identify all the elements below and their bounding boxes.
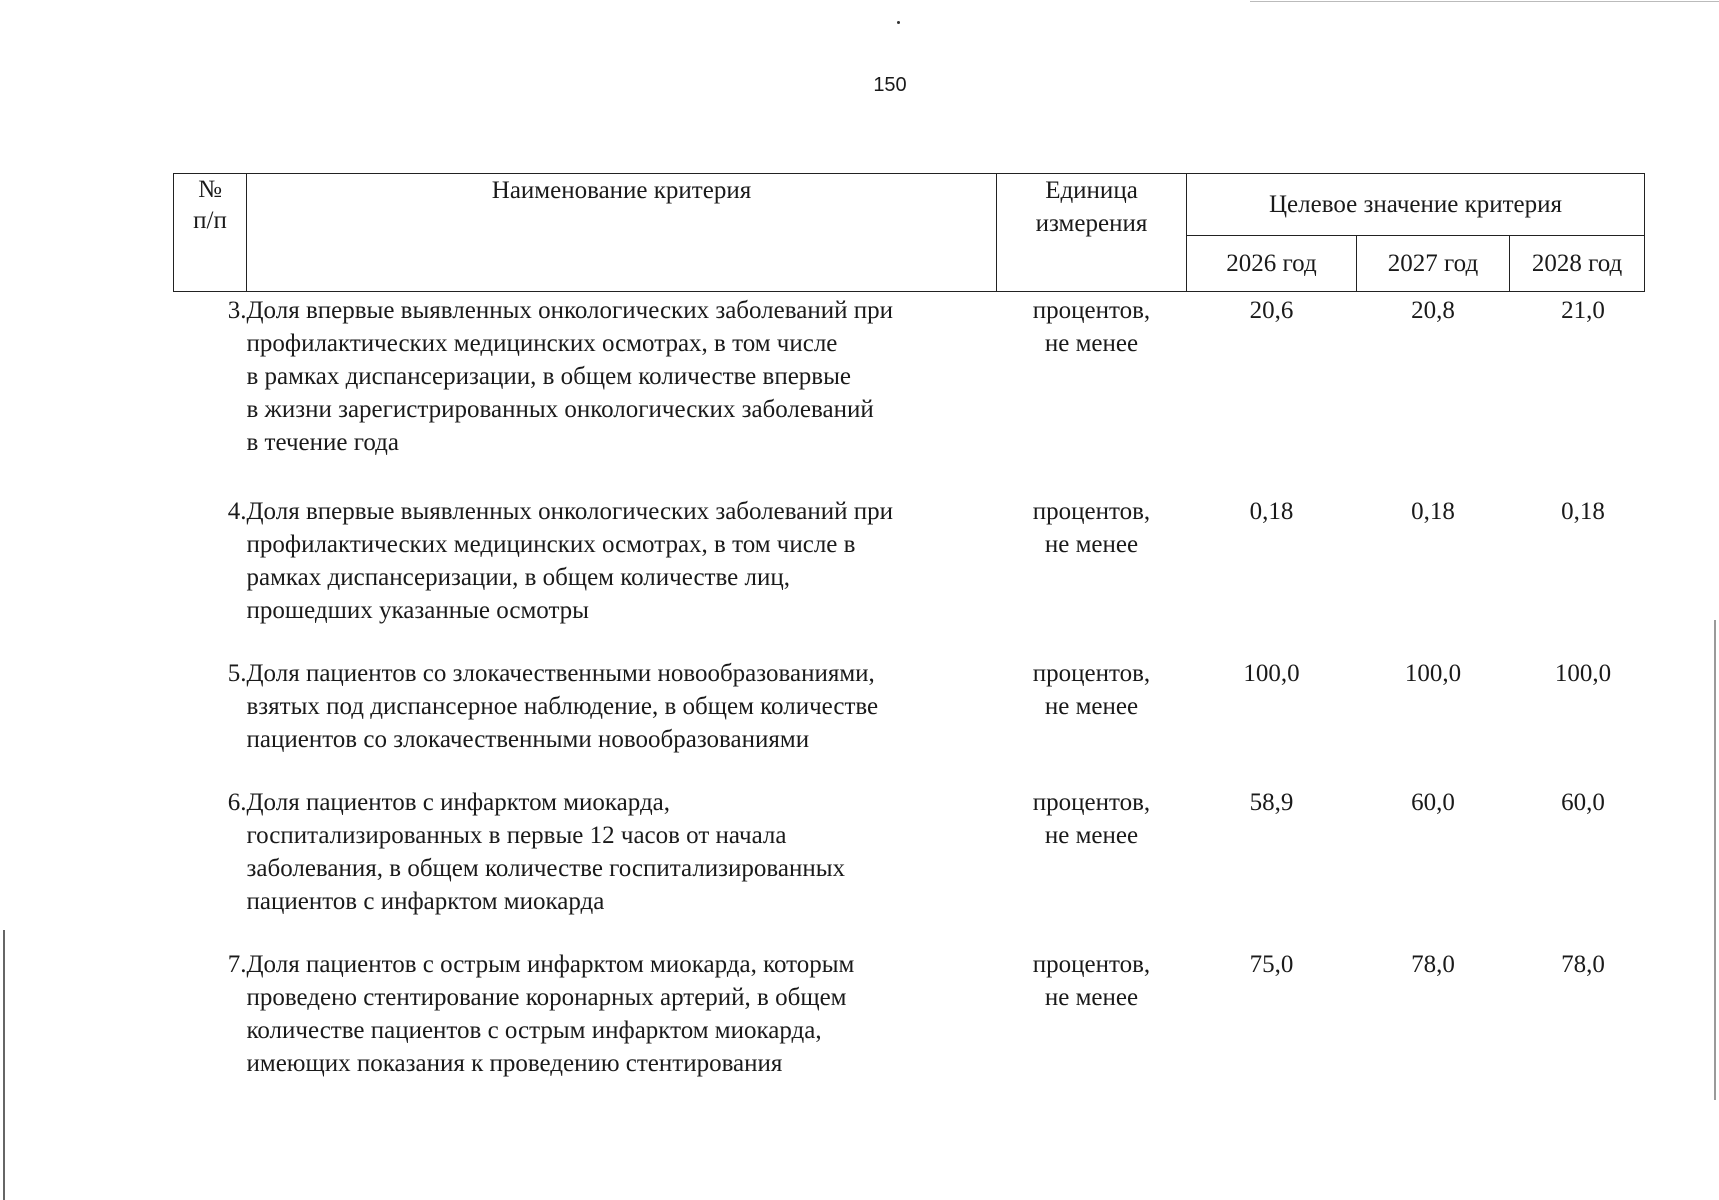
value-2027: 20,8 — [1411, 297, 1455, 324]
criterion-name-line: в жизни зарегистрированных онкологических заболеваний — [246, 396, 874, 423]
table-row — [174, 491, 1645, 653]
unit-cell — [997, 653, 1187, 782]
criterion-name-line: Доля впервые выявленных онкологических заболеваний при — [246, 498, 893, 525]
criterion-name-line: проведено стентирование коронарных артерий, в общем — [246, 984, 847, 1011]
unit-line: процентов, — [1032, 660, 1151, 687]
criterion-name-line: количестве пациентов с острым инфарктом миокарда, — [246, 1017, 822, 1044]
header-number — [174, 174, 247, 292]
criterion-name — [247, 653, 997, 782]
unit-line: процентов, — [1032, 297, 1151, 324]
unit-line: процентов, — [1032, 789, 1151, 816]
header-number-line2: п/п — [193, 207, 227, 234]
unit-line: процентов, — [1032, 498, 1151, 525]
value-2026: 100,0 — [1243, 660, 1300, 687]
value-2027: 78,0 — [1411, 951, 1455, 978]
criteria-table — [173, 173, 1645, 1106]
row-number: 5. — [227, 660, 247, 687]
header-unit — [997, 174, 1187, 292]
header-criterion-name: Наименование критерия — [247, 174, 997, 292]
unit-line: не менее — [1044, 693, 1139, 720]
header-unit-line1: Единица — [1045, 177, 1138, 204]
value-2028: 100,0 — [1554, 660, 1612, 687]
criterion-name-line: в рамках диспансеризации, в общем количестве впервые — [246, 363, 852, 390]
value-2028: 78,0 — [1561, 951, 1605, 978]
criterion-name-line: в течение года — [246, 429, 399, 456]
criterion-name-line: имеющих показания к проведению стентирования — [246, 1050, 783, 1077]
row-number: 6. — [227, 789, 247, 816]
table-row — [174, 944, 1645, 1106]
unit-line: процентов, — [1032, 951, 1151, 978]
header-year-2027: 2027 год — [1357, 236, 1510, 292]
value-2028: 0,18 — [1561, 498, 1605, 525]
table-header — [174, 174, 1645, 292]
criterion-name-line: профилактических медицинских осмотрах, в том числе — [246, 330, 838, 357]
criterion-name — [247, 944, 997, 1106]
table-row — [174, 782, 1645, 944]
scan-artifact-edge-left — [3, 930, 5, 1200]
value-2027: 100,0 — [1404, 660, 1462, 687]
criterion-name-line: Доля пациентов со злокачественными новообразованиями, — [246, 660, 875, 687]
value-2026: 20,6 — [1249, 297, 1294, 324]
row-number: 4. — [227, 498, 247, 525]
criterion-name — [247, 491, 997, 653]
value-2028: 21,0 — [1561, 297, 1605, 324]
criterion-name-line: госпитализированных в первые 12 часов от начала — [246, 822, 787, 849]
header-target-value: Целевое значение критерия — [1187, 174, 1645, 236]
header-year-2026: 2026 год — [1187, 236, 1357, 292]
value-2026: 75,0 — [1249, 951, 1294, 978]
table-body — [174, 292, 1645, 1107]
criterion-name-line: прошедших указанные осмотры — [246, 597, 589, 624]
unit-line: не менее — [1044, 330, 1139, 357]
unit-cell — [997, 491, 1187, 653]
scan-artifact-edge-top — [1250, 1, 1719, 2]
value-2028: 60,0 — [1561, 789, 1605, 816]
value-2026: 58,9 — [1249, 789, 1294, 816]
scan-artifact-dot — [897, 21, 900, 24]
criterion-name-line: Доля впервые выявленных онкологических заболеваний при — [246, 297, 893, 324]
criterion-name — [247, 292, 997, 492]
criterion-name-line: рамках диспансеризации, в общем количестве лиц, — [246, 564, 790, 591]
row-number: 7. — [227, 951, 247, 978]
header-unit-line2: измерения — [1035, 210, 1148, 237]
header-year-2028: 2028 год — [1510, 236, 1645, 292]
criterion-name — [247, 782, 997, 944]
criterion-name-line: Доля пациентов с острым инфарктом миокарда, которым — [246, 951, 855, 978]
row-number: 3. — [227, 297, 247, 324]
unit-line: не менее — [1044, 984, 1139, 1011]
criterion-name-line: пациентов с инфарктом миокарда — [246, 888, 605, 915]
unit-cell — [997, 292, 1187, 492]
unit-cell — [997, 782, 1187, 944]
unit-line: не менее — [1044, 822, 1139, 849]
value-2026: 0,18 — [1249, 498, 1294, 525]
criterion-name-line: профилактических медицинских осмотрах, в том числе в — [246, 531, 856, 558]
unit-cell — [997, 944, 1187, 1106]
criterion-name-line: пациентов со злокачественными новообразованиями — [246, 726, 810, 753]
criterion-name-line: Доля пациентов с инфарктом миокарда, — [246, 789, 671, 816]
header-number-line1: № — [198, 176, 222, 203]
criterion-name-line: заболевания, в общем количестве госпитализированных — [246, 855, 846, 882]
page-number: 150 — [873, 74, 907, 96]
unit-line: не менее — [1044, 531, 1139, 558]
value-2027: 60,0 — [1411, 789, 1455, 816]
table-row — [174, 292, 1645, 492]
criterion-name-line: взятых под диспансерное наблюдение, в общем количестве — [246, 693, 879, 720]
table-row — [174, 653, 1645, 782]
scan-artifact-edge-right — [1714, 620, 1716, 1100]
value-2027: 0,18 — [1411, 498, 1455, 525]
